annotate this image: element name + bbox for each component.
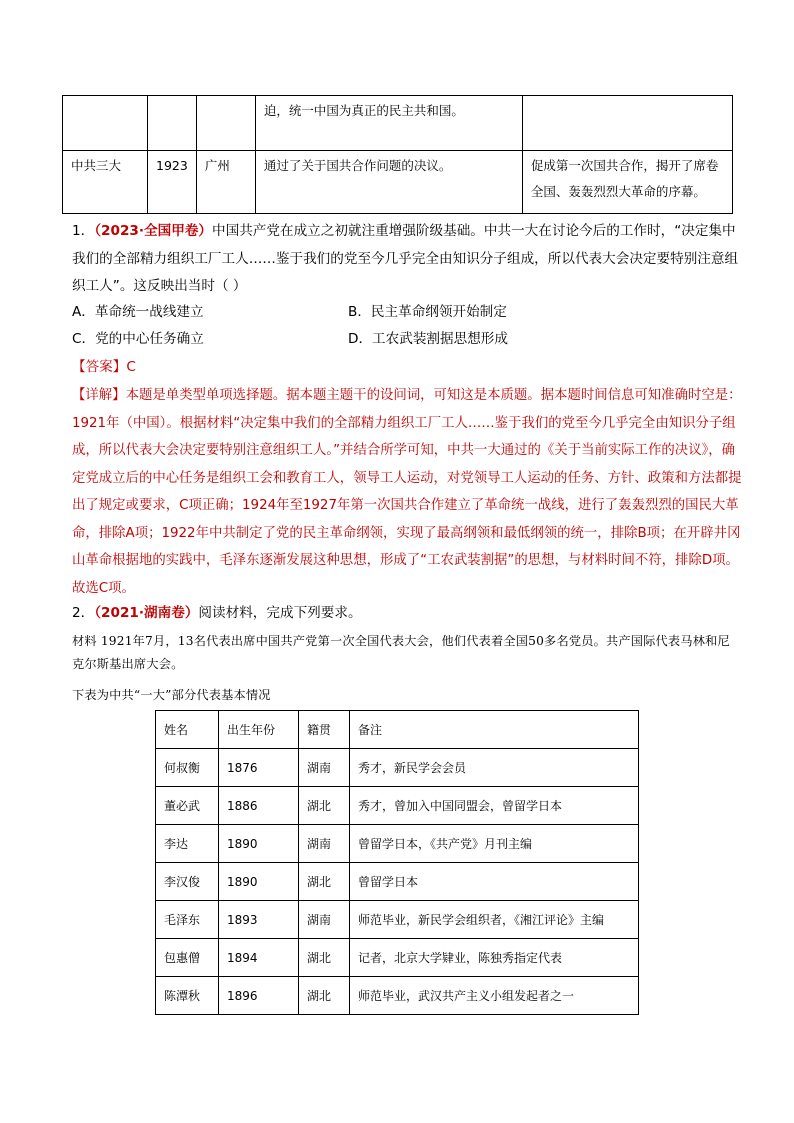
remarks: 秀才，曾加入中国同盟会，曾留学日本 <box>350 787 639 825</box>
table-row <box>63 151 733 214</box>
birth-year: 1894 <box>219 939 299 977</box>
table-cell: 迫，统一中国为真正的民主共和国。 <box>255 96 522 151</box>
remarks: 秀才，新民学会会员 <box>350 749 639 787</box>
question-text: 中国共产党在成立之初就注重增强阶级基础。中共一大在讨论今后的工作时，“决定集中我们的全部精力组织工厂工人……鉴于我们的党至今几乎完全由知识分子组成，所以代表大会决定要特别注意组织工人”。这反映出当时（ ） <box>72 223 739 294</box>
option-b: B．民主革命纲领开始制定 <box>348 304 507 320</box>
question-number: 1． <box>72 223 95 239</box>
explanation-label: 【详解】 <box>72 388 126 403</box>
table-cell: 促成第一次国共合作，揭开了席卷全国、轰轰烈烈大革命的序幕。 <box>522 151 732 214</box>
remarks: 曾留学日本，《共产党》月刊主编 <box>350 825 639 863</box>
question-text: 阅读材料，完成下列要求。 <box>198 605 362 621</box>
option-a: A．革命统一战线建立 <box>72 304 204 320</box>
remarks: 师范毕业，武汉共产主义小组发起者之一 <box>350 977 639 1015</box>
delegates-table <box>155 710 639 1015</box>
party-congress-table <box>62 95 733 214</box>
delegate-name: 李达 <box>156 825 219 863</box>
native-place: 湖北 <box>299 863 350 901</box>
question-1-stem <box>72 218 742 301</box>
table-cell <box>196 96 255 151</box>
birth-year: 1886 <box>219 787 299 825</box>
native-place: 湖南 <box>299 901 350 939</box>
table-cell <box>63 96 148 151</box>
column-header: 出生年份 <box>219 711 299 749</box>
table-cell: 中共三大 <box>63 151 148 214</box>
table-cell: 1923 <box>148 151 197 214</box>
question-source: （2023·全国甲卷） <box>94 223 213 239</box>
column-header: 籍贯 <box>299 711 350 749</box>
table-row <box>156 939 639 977</box>
question-source: （2021·湖南卷） <box>94 605 199 621</box>
delegate-name: 包惠僧 <box>156 939 219 977</box>
native-place: 湖北 <box>299 977 350 1015</box>
column-header: 备注 <box>350 711 639 749</box>
birth-year: 1890 <box>219 825 299 863</box>
table-row <box>156 749 639 787</box>
delegate-name: 何叔衡 <box>156 749 219 787</box>
explanation-text: 本题是单类型单项选择题。据本题主题干的设问词，可知这是本质题。据本题时间信息可知准确时空是：1921年（中国）。根据材料“决定集中我们的全部精力组织工厂工人……鉴于我们的党至今几乎完全由知识分子组成，所以代表大会决定要特别注意组织工人。”并结合所学可知，中共一大通过的《关于当前实际工作的决议》，确定党成立后的中心任务是组织工会和教育工人，领导工人运动，对党领导工人运动的任务、方针、政策和方法都提出了规定或要求，C项正确；1924年至1927年第一次国共合作建立了革命统一战线，进行了轰轰烈烈的国民大革命，排除A项；1922年中共制定了党的民主革命纲领，实现了最高纲领和最低纲领的统一，排除B项；在开辟井冈山革命根据地的实践中，毛泽东逐渐发展这种思想，形成了“工农武装割据”的思想，与材料时间不符，排除D项。故选C项。 <box>72 388 742 596</box>
question-2-stem <box>72 600 742 628</box>
question-number: 2． <box>72 605 95 621</box>
delegate-name: 李汉俊 <box>156 863 219 901</box>
native-place: 湖北 <box>299 787 350 825</box>
table-header-row <box>156 711 639 749</box>
native-place: 湖南 <box>299 825 350 863</box>
birth-year: 1893 <box>219 901 299 939</box>
column-header: 姓名 <box>156 711 219 749</box>
answer-line <box>72 354 742 382</box>
remarks: 记者，北京大学肄业，陈独秀指定代表 <box>350 939 639 977</box>
answer-label: 【答案】 <box>72 359 127 375</box>
table-row <box>156 787 639 825</box>
option-d: D．工农武装割据思想形成 <box>348 331 508 347</box>
remarks: 师范毕业，新民学会组织者，《湘江评论》主编 <box>350 901 639 939</box>
material-text: 材料 1921年7月，13名代表出席中国共产党第一次全国代表大会，他们代表着全国50多名党员。共产国际代表马林和尼克尔斯基出席大会。 <box>72 634 730 671</box>
table-row <box>156 863 639 901</box>
table-cell <box>148 96 197 151</box>
delegate-name: 董必武 <box>156 787 219 825</box>
table-cell: 广州 <box>196 151 255 214</box>
table-cell <box>522 96 732 151</box>
remarks: 曾留学日本 <box>350 863 639 901</box>
answer-value: C <box>126 359 136 375</box>
birth-year: 1896 <box>219 977 299 1015</box>
table-row <box>63 96 733 151</box>
birth-year: 1890 <box>219 863 299 901</box>
delegate-name: 陈潭秋 <box>156 977 219 1015</box>
native-place: 湖南 <box>299 749 350 787</box>
option-c: C．党的中心任务确立 <box>72 331 204 347</box>
table-row <box>156 977 639 1015</box>
explanation <box>72 382 742 602</box>
delegate-name: 毛泽东 <box>156 901 219 939</box>
question-1-options <box>72 299 732 353</box>
table-cell: 通过了关于国共合作问题的决议。 <box>255 151 522 214</box>
birth-year: 1876 <box>219 749 299 787</box>
native-place: 湖北 <box>299 939 350 977</box>
table-caption: 下表为中共“一大”部分代表基本情况 <box>72 688 271 702</box>
table-row <box>156 901 639 939</box>
table-row <box>156 825 639 863</box>
